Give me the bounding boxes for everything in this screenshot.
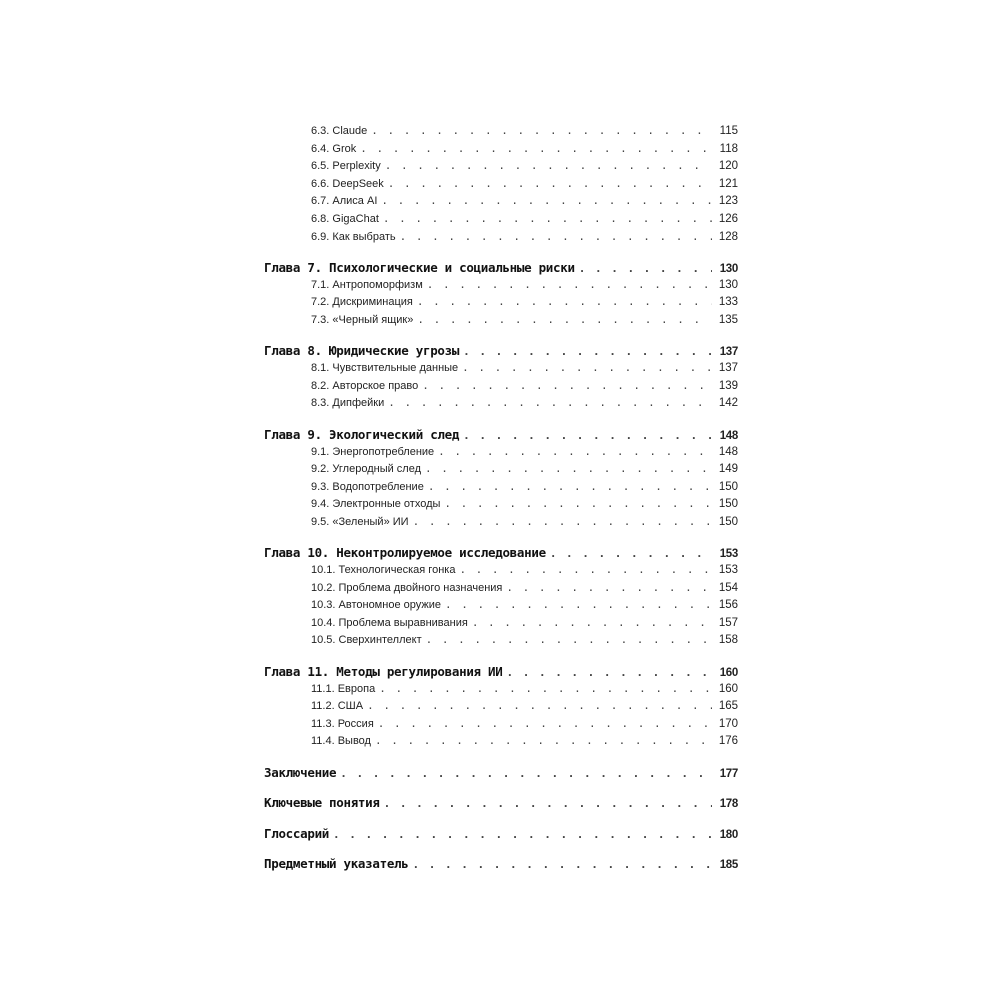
toc-chapter-heading[interactable] <box>264 260 738 278</box>
dot-leader <box>426 633 712 646</box>
toc-entry-8-3[interactable] <box>311 396 738 414</box>
toc-entry-label: 10.5. Сверхинтеллект <box>311 634 422 647</box>
dot-leader <box>381 194 712 207</box>
dot-leader <box>463 429 712 442</box>
toc-section-title: Ключевые понятия <box>264 795 380 811</box>
toc-chapter-title: Глава 8. Юридические угрозы <box>264 343 460 359</box>
table-of-contents <box>264 124 738 874</box>
toc-page-number: 185 <box>719 859 738 872</box>
toc-page-number: 148 <box>718 445 738 458</box>
dot-leader <box>444 497 712 510</box>
toc-page-number: 121 <box>718 177 738 190</box>
toc-chapter-title: Глава 9. Экологический след <box>264 426 460 442</box>
toc-page-number: 130 <box>719 262 738 275</box>
toc-entry-label: 6.5. Perplexity <box>311 160 381 173</box>
toc-page-number: 126 <box>718 212 738 225</box>
toc-entry-label: 11.1. Европа <box>311 682 376 695</box>
toc-page-number: 180 <box>719 828 738 841</box>
dot-leader <box>378 717 712 730</box>
toc-entry-6-3[interactable] <box>311 124 738 142</box>
toc-page-number: 142 <box>718 397 738 410</box>
toc-page-number: 165 <box>718 700 738 713</box>
dot-leader <box>360 142 712 155</box>
dot-leader <box>333 828 712 841</box>
toc-page-number: 123 <box>718 195 738 208</box>
toc-entry-label: 9.4. Электронные отходы <box>311 498 441 511</box>
toc-entry-7-1[interactable] <box>311 278 738 296</box>
toc-subject-index[interactable] <box>264 856 738 874</box>
dot-leader <box>459 563 712 576</box>
dot-leader <box>340 767 712 780</box>
dot-leader <box>428 480 712 493</box>
toc-entry-6-5[interactable] <box>311 159 738 177</box>
toc-entry-label: 6.6. DeepSeek <box>311 177 384 190</box>
dot-leader <box>579 262 712 275</box>
dot-leader <box>462 361 712 374</box>
toc-entry-6-9[interactable] <box>311 230 738 248</box>
toc-entry-11-1[interactable] <box>311 682 738 700</box>
toc-section-title: Глоссарий <box>264 825 330 841</box>
dot-leader <box>400 230 712 243</box>
toc-page-number: 177 <box>719 767 738 780</box>
toc-entry-label: 10.3. Автономное оружие <box>311 599 441 612</box>
dot-leader <box>367 699 712 712</box>
toc-entry-6-4[interactable] <box>311 142 738 160</box>
dot-leader <box>550 547 712 560</box>
toc-page-number: 170 <box>718 717 738 730</box>
toc-entry-8-1[interactable] <box>311 361 738 379</box>
dot-leader <box>375 734 712 747</box>
toc-entry-10-5[interactable] <box>311 633 738 651</box>
toc-entry-label: 8.1. Чувствительные данные <box>311 362 459 375</box>
dot-leader <box>472 616 712 629</box>
toc-entry-label: 9.3. Водопотребление <box>311 480 424 493</box>
toc-entry-label: 6.3. Claude <box>311 125 368 137</box>
toc-section-chapter-6-continued <box>264 124 738 247</box>
toc-chapter-heading[interactable] <box>264 343 738 361</box>
toc-page-number: 130 <box>718 278 738 291</box>
toc-page-number: 150 <box>718 480 738 493</box>
toc-entry-label: 9.5. «Зеленый» ИИ <box>311 515 409 528</box>
toc-page-number: 153 <box>719 548 738 561</box>
toc-page-number: 178 <box>719 798 738 811</box>
toc-page-number: 137 <box>718 362 738 375</box>
toc-page-number: 150 <box>718 498 738 511</box>
toc-page-number: 120 <box>718 160 738 173</box>
toc-page-number: 148 <box>719 429 738 442</box>
dot-leader <box>425 462 712 475</box>
dot-leader <box>506 666 712 679</box>
toc-page-number: 135 <box>718 313 738 326</box>
toc-glossary[interactable] <box>264 826 738 844</box>
toc-entry-9-4[interactable] <box>311 497 738 515</box>
toc-entry-label: 6.9. Как выбрать <box>311 230 396 243</box>
toc-entry-11-4[interactable] <box>311 734 738 752</box>
toc-entry-11-2[interactable] <box>311 699 738 717</box>
toc-entry-7-2[interactable] <box>311 295 738 313</box>
toc-entry-label: 8.3. Дипфейки <box>311 397 385 410</box>
toc-entry-9-1[interactable] <box>311 445 738 463</box>
toc-entry-label: 7.3. «Черный ящик» <box>311 313 414 326</box>
toc-entry-label: 7.1. Антропоморфизм <box>311 278 423 291</box>
toc-entry-10-4[interactable] <box>311 616 738 634</box>
toc-entry-label: 9.1. Энергопотребление <box>311 445 435 458</box>
toc-section-chapter-10 <box>264 545 738 651</box>
toc-entry-label: 10.1. Технологическая гонка <box>311 564 456 577</box>
toc-entry-label: 10.4. Проблема выравнивания <box>311 616 468 629</box>
toc-entry-label: 8.2. Авторское право <box>311 379 419 392</box>
dot-leader <box>506 581 712 594</box>
toc-section-chapter-7 <box>264 260 738 331</box>
toc-section-title: Заключение <box>264 764 337 780</box>
toc-entry-10-3[interactable] <box>311 598 738 616</box>
dot-leader <box>417 295 712 308</box>
dot-leader <box>413 515 712 528</box>
toc-page-number: 153 <box>718 564 738 577</box>
toc-chapter-title: Глава 11. Методы регулирования ИИ <box>264 663 503 679</box>
toc-entry-10-1[interactable] <box>311 563 738 581</box>
toc-entry-label: 10.2. Проблема двойного назначения <box>311 581 503 594</box>
toc-key-concepts[interactable] <box>264 795 738 813</box>
toc-chapter-heading[interactable] <box>264 664 738 682</box>
toc-entry-label: 9.2. Углеродный след <box>311 463 422 476</box>
toc-chapter-title: Глава 10. Неконтролируемое исследование <box>264 545 546 561</box>
toc-section-chapter-8 <box>264 343 738 414</box>
toc-page-number: 160 <box>719 666 738 679</box>
toc-entry-9-3[interactable] <box>311 480 738 498</box>
toc-entry-label: 11.3. Россия <box>311 717 374 730</box>
toc-entry-8-2[interactable] <box>311 379 738 397</box>
toc-section-chapter-11 <box>264 664 738 752</box>
toc-page-number: 137 <box>719 346 738 359</box>
toc-page-number: 150 <box>718 515 738 528</box>
toc-page-number: 176 <box>718 735 738 748</box>
toc-page-number: 160 <box>718 682 738 695</box>
toc-chapter-title: Глава 7. Психологические и социальные риски <box>264 259 575 275</box>
toc-page-number: 158 <box>718 634 738 647</box>
toc-page-number: 156 <box>718 599 738 612</box>
dot-leader <box>388 177 712 190</box>
toc-entry-7-3[interactable] <box>311 313 738 331</box>
dot-leader <box>422 379 712 392</box>
toc-entry-label: 6.7. Алиса AI <box>311 195 378 208</box>
toc-entry-label: 6.8. GigaChat <box>311 212 379 225</box>
dot-leader <box>388 396 712 409</box>
toc-page-number: 115 <box>719 125 738 137</box>
toc-section-title: Предметный указатель <box>264 856 409 872</box>
toc-entry-9-2[interactable] <box>311 462 738 480</box>
dot-leader <box>445 598 712 611</box>
toc-entry-6-7[interactable] <box>311 194 738 212</box>
toc-page-number: 128 <box>718 230 738 243</box>
dot-leader <box>463 345 712 358</box>
toc-page-number: 133 <box>718 296 738 309</box>
dot-leader <box>383 212 712 225</box>
toc-page-number: 157 <box>718 616 738 629</box>
toc-entry-label: 7.2. Дискриминация <box>311 296 413 309</box>
toc-page-number: 118 <box>719 142 738 155</box>
dot-leader <box>371 124 712 137</box>
toc-page-number: 149 <box>718 463 738 476</box>
dot-leader <box>384 797 712 810</box>
toc-entry-label: 6.4. Grok <box>311 142 357 155</box>
toc-conclusion[interactable] <box>264 765 738 783</box>
dot-leader <box>427 278 712 291</box>
toc-entry-label: 11.4. Вывод <box>311 735 371 748</box>
dot-leader <box>379 682 712 695</box>
dot-leader <box>413 858 712 871</box>
toc-page-number: 154 <box>718 581 738 594</box>
toc-entry-9-5[interactable] <box>311 515 738 533</box>
toc-chapter-heading[interactable] <box>264 545 738 563</box>
toc-entry-6-8[interactable] <box>311 212 738 230</box>
toc-entry-10-2[interactable] <box>311 581 738 599</box>
dot-leader <box>385 159 712 172</box>
toc-entry-11-3[interactable] <box>311 717 738 735</box>
toc-entry-label: 11.2. США <box>311 700 364 713</box>
toc-chapter-heading[interactable] <box>264 427 738 445</box>
dot-leader <box>438 445 712 458</box>
toc-entry-6-6[interactable] <box>311 177 738 195</box>
dot-leader <box>417 313 712 326</box>
toc-section-chapter-9 <box>264 427 738 533</box>
toc-page-number: 139 <box>718 379 738 392</box>
